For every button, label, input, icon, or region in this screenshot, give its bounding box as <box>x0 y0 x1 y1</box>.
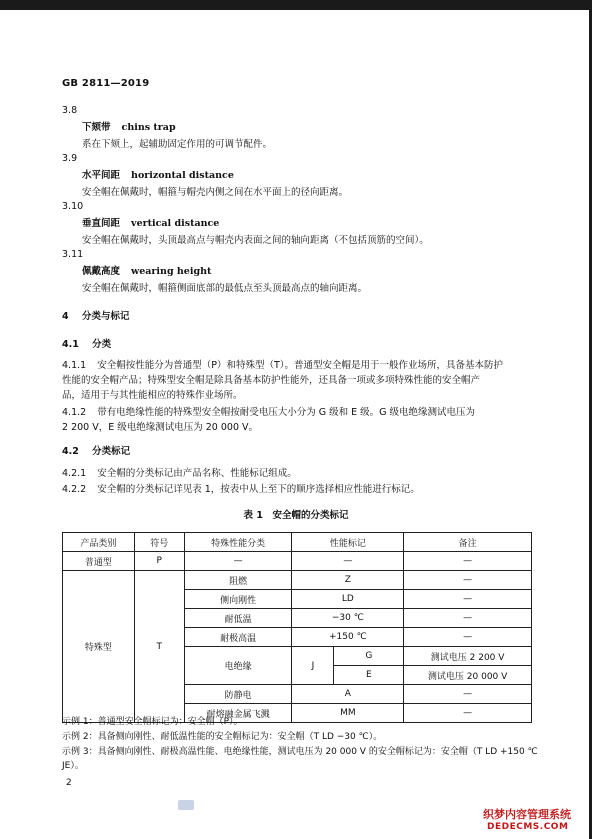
term-definition: 安全帽在佩戴时，帽箍侧面底部的最低点至头顶最高点的轴向距离。 <box>82 283 368 294</box>
cell-mark: MM <box>292 704 404 723</box>
cell-level: G <box>334 647 404 666</box>
cell-note: — <box>404 628 532 647</box>
cell-performance: 电绝缘 <box>184 647 292 685</box>
watermark-title: 织梦内容管理系统 <box>483 808 571 821</box>
paragraph-line: 性能的安全帽产品；特殊型安全帽是除具备基本防护性能外，还具备一项或多项特殊性能的安全帽产 <box>62 375 481 386</box>
table-caption: 表 1 安全帽的分类标记 <box>243 510 349 521</box>
table-row <box>63 552 532 571</box>
standard-code: GB 2811—2019 <box>62 78 150 89</box>
header-category: 产品类别 <box>63 533 135 552</box>
header-symbol: 符号 <box>134 533 184 552</box>
cell-mark: LD <box>292 590 404 609</box>
example-1: 示例 1：普通型安全帽标记为：安全帽（P）。 <box>62 717 243 727</box>
paragraph-text: 安全帽按性能分为普通型（P）和特殊型（T）。普通型安全帽是用于一般作业场所，具备基本防护 <box>97 360 504 371</box>
cell-note: 测试电压 2 200 V <box>404 647 532 666</box>
section-number: 3.10 <box>62 201 84 212</box>
paragraph-text: 安全帽的分类标记由产品名称、性能标记组成。 <box>97 468 297 479</box>
table-header-row <box>63 533 532 552</box>
paragraph-line: 品，适用于与其性能相应的特殊作业场所。 <box>62 390 243 401</box>
term-en: horizontal distance <box>131 170 234 181</box>
cell-category: 特殊型 <box>63 571 135 723</box>
term-zh: 下颏带 <box>82 122 111 133</box>
paragraph-text: 安全帽的分类标记详见表 1，按表中从上至下的顺序选择相应性能进行标记。 <box>97 484 420 495</box>
header-note: 备注 <box>404 533 532 552</box>
term-definition: 安全帽在佩戴时，头顶最高点与帽壳内表面之间的轴向距离（不包括顶筋的空间）。 <box>82 235 429 246</box>
publisher-logo-icon <box>178 800 194 810</box>
cell-note: 测试电压 20 000 V <box>404 666 532 685</box>
cell-note: — <box>404 552 532 571</box>
cell-mark: A <box>292 685 404 704</box>
section-number: 3.8 <box>62 105 78 116</box>
term-zh: 水平间距 <box>82 170 121 181</box>
cell-symbol: T <box>134 571 184 723</box>
cell-mark: J <box>292 647 334 685</box>
section-heading <box>62 339 111 351</box>
header-special-performance: 特殊性能分类 <box>184 533 292 552</box>
cell-performance: 耐极高温 <box>184 628 292 647</box>
header-performance-mark: 性能标记 <box>292 533 404 552</box>
section-number: 3.9 <box>62 153 78 164</box>
chapter-title: 分类与标记 <box>81 311 130 322</box>
chapter-number: 4 <box>62 311 69 322</box>
cell-mark: −30 ℃ <box>292 609 404 628</box>
term-definition: 安全帽在佩戴时，帽箍与帽壳内侧之间在水平面上的径向距离。 <box>82 187 349 198</box>
cell-performance: 耐低温 <box>184 609 292 628</box>
section-number: 4.1 <box>62 339 79 350</box>
term-heading <box>82 266 211 278</box>
paragraph-text: 带有电绝缘性能的特殊型安全帽按耐受电压大小分为 G 级和 E 级。G 级电绝缘测试电压为 <box>97 407 476 418</box>
cell-note: — <box>404 685 532 704</box>
cell-performance: 阻燃 <box>184 571 292 590</box>
chapter-heading <box>62 311 129 323</box>
cell-level: E <box>334 666 404 685</box>
cell-performance: 防静电 <box>184 685 292 704</box>
cell-mark: — <box>292 552 404 571</box>
term-en: vertical distance <box>131 218 220 229</box>
paragraph-number: 4.1.2 <box>62 407 87 418</box>
cell-symbol: P <box>134 552 184 571</box>
term-heading <box>82 170 234 182</box>
section-number: 4.2 <box>62 446 79 457</box>
cell-performance: 侧向刚性 <box>184 590 292 609</box>
table-row <box>63 571 532 590</box>
cell-category: 普通型 <box>63 552 135 571</box>
example-2: 示例 2：具备侧向刚性、耐低温性能的安全帽标记为：安全帽（T LD −30 ℃）。 <box>62 732 383 742</box>
cell-note: — <box>404 704 532 723</box>
cell-note: — <box>404 571 532 590</box>
term-en: chins trap <box>121 122 176 133</box>
cell-performance: — <box>184 552 292 571</box>
term-heading <box>82 122 176 134</box>
paragraph-line <box>62 407 475 419</box>
paragraph-number: 4.2.2 <box>62 484 87 495</box>
term-zh: 佩戴高度 <box>82 266 121 277</box>
term-definition: 系在下颏上，起辅助固定作用的可调节配件。 <box>82 139 273 150</box>
cell-performance: 耐熔融金属飞溅 <box>184 704 292 723</box>
watermark-url: DEDECMS.COM <box>487 822 569 832</box>
term-en: wearing height <box>131 266 212 277</box>
example-3: 示例 3：具备侧向刚性、耐极高温性能、电绝缘性能，测试电压为 20 000 V 的安全帽标记为：安全帽（T LD +150 ℃ <box>62 747 538 757</box>
paragraph-line <box>62 360 503 372</box>
term-heading <box>82 218 219 230</box>
term-zh: 垂直间距 <box>82 218 121 229</box>
paragraph-number: 4.1.1 <box>62 360 87 371</box>
example-3-cont: JE）。 <box>62 761 84 771</box>
paragraph-line: 2 200 V，E 级电绝缘测试电压为 20 000 V。 <box>62 422 259 433</box>
cell-note: — <box>404 590 532 609</box>
section-heading <box>62 446 130 458</box>
section-number: 3.11 <box>62 249 84 260</box>
paragraph-line <box>62 484 420 496</box>
cell-note: — <box>404 609 532 628</box>
top-border <box>0 0 592 10</box>
cell-mark: Z <box>292 571 404 590</box>
page-number: 2 <box>66 778 72 788</box>
cell-mark: +150 ℃ <box>292 628 404 647</box>
paragraph-number: 4.2.1 <box>62 468 87 479</box>
paragraph-line <box>62 468 297 480</box>
section-title: 分类标记 <box>92 446 131 457</box>
section-title: 分类 <box>92 339 112 350</box>
classification-table <box>62 532 532 723</box>
